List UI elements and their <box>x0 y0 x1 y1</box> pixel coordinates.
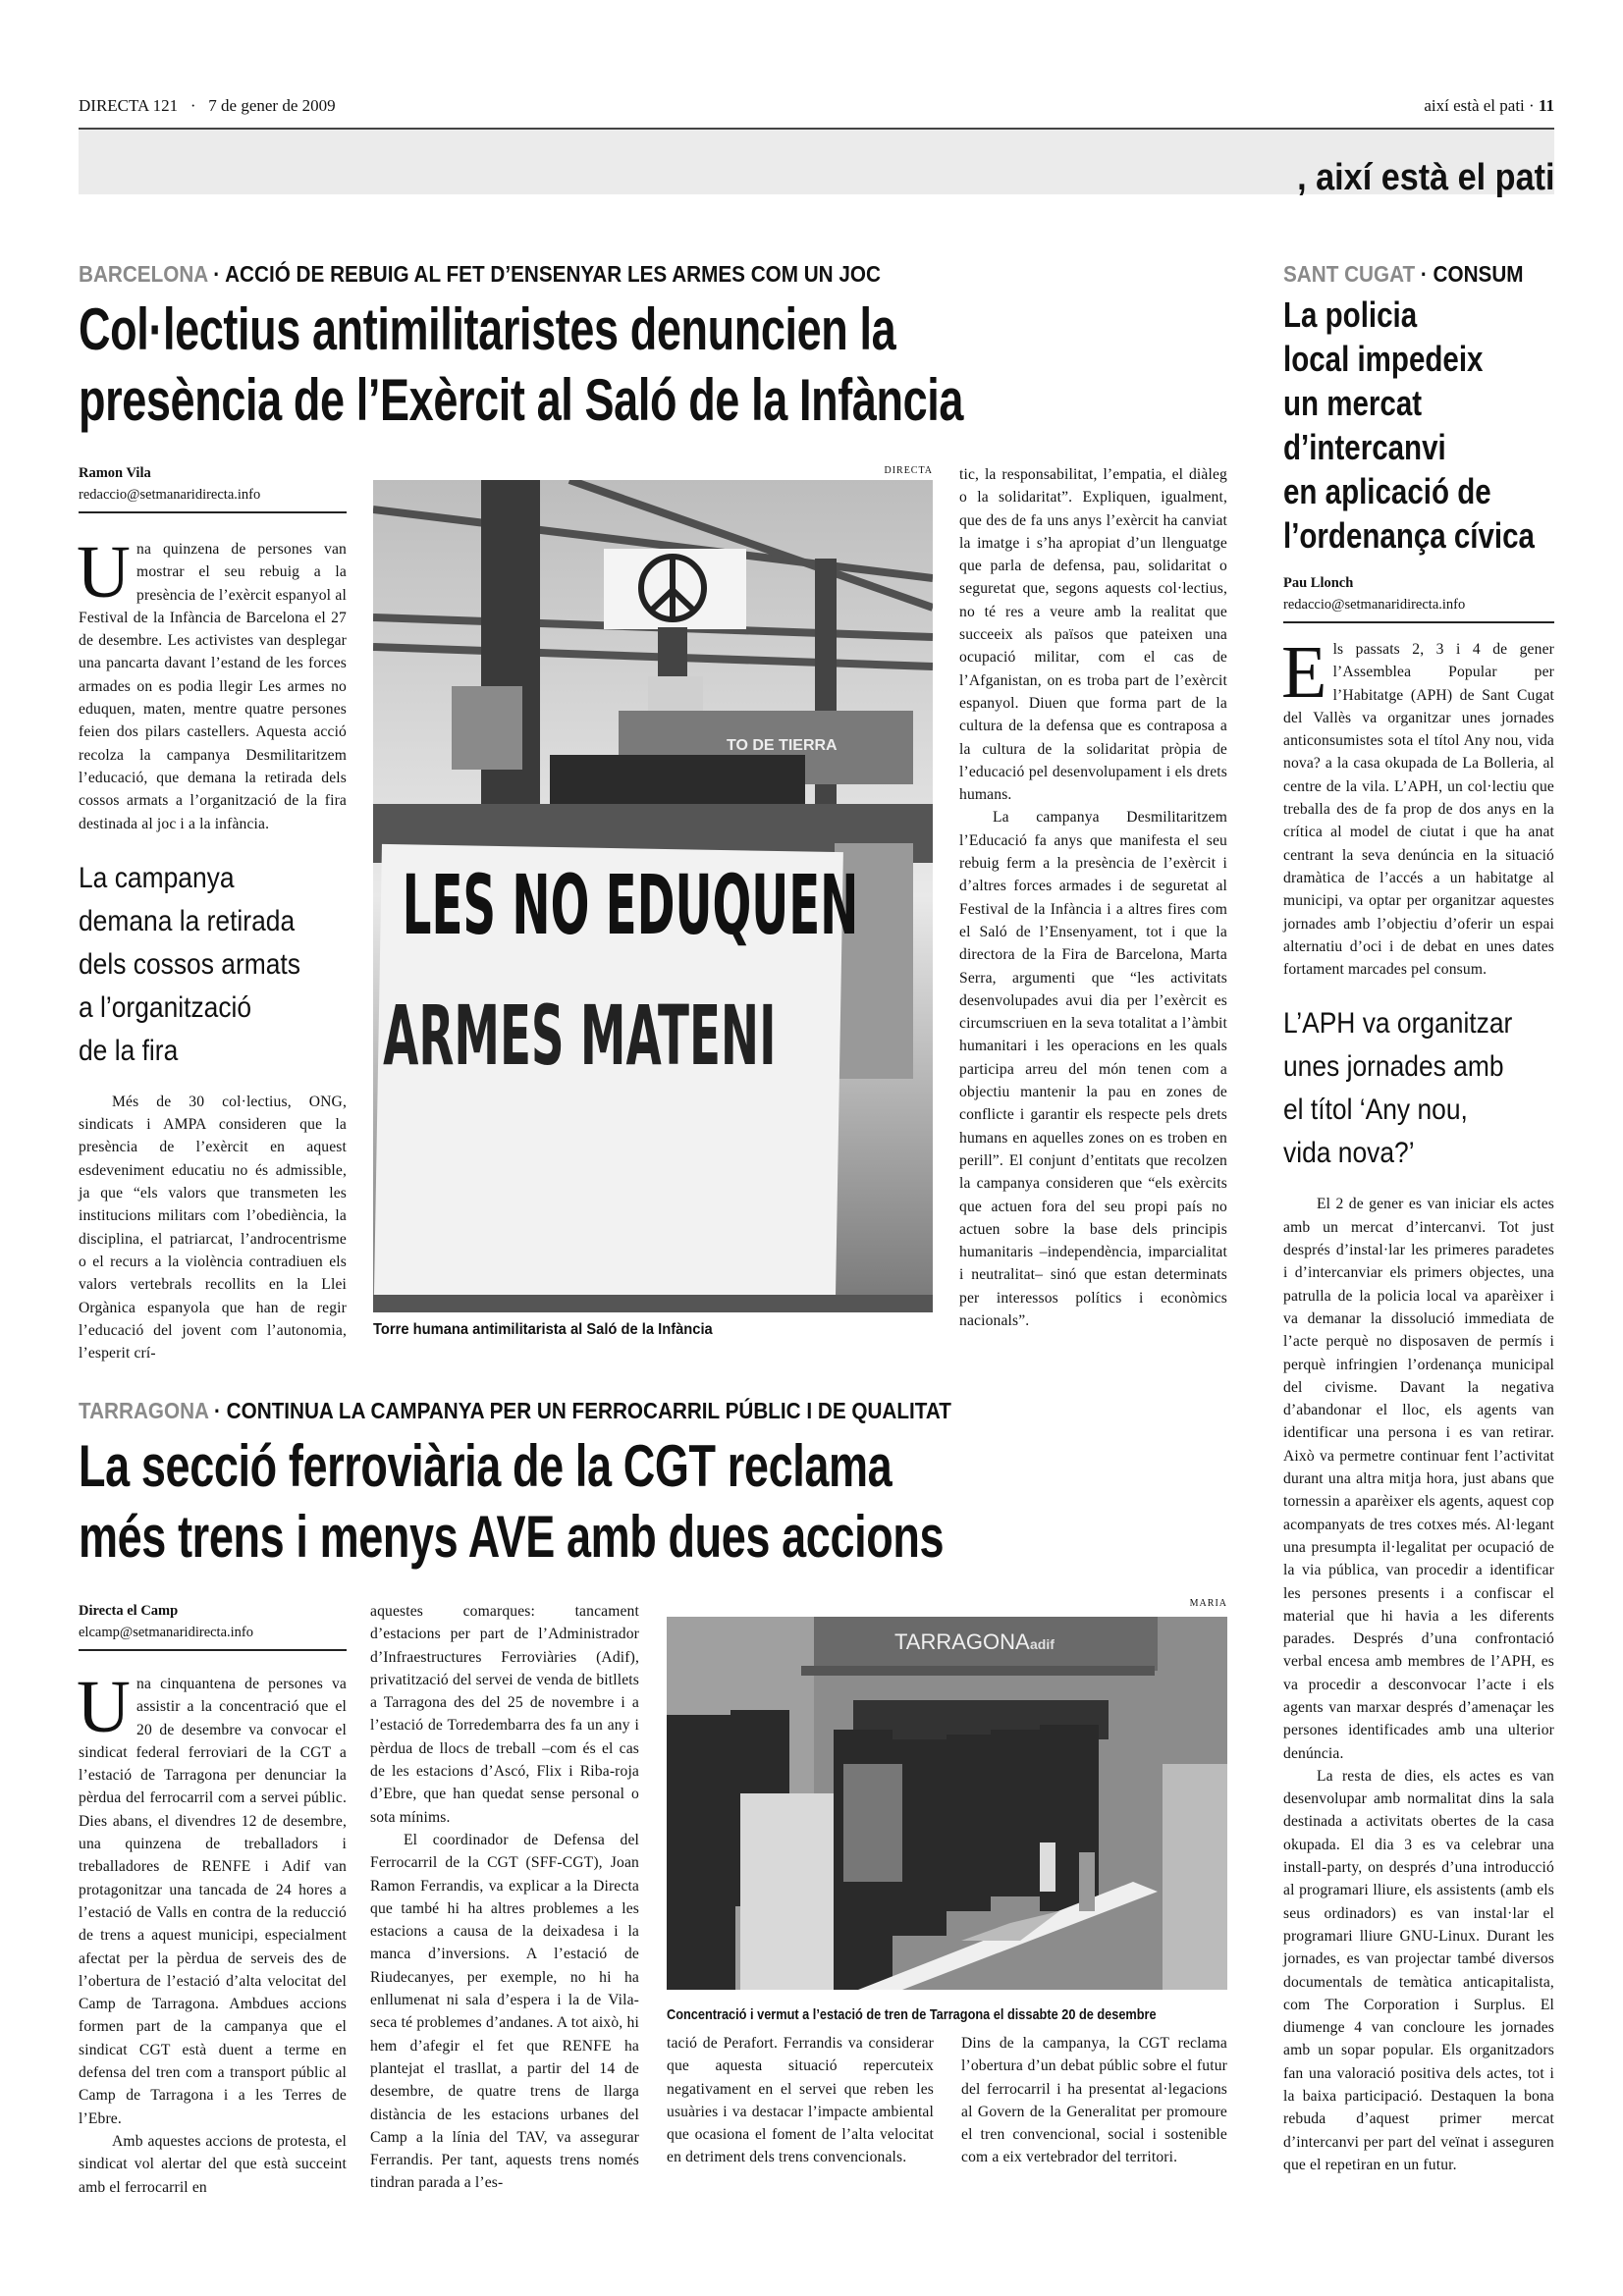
photo-caption: Concentració i vermut a l’estació de tren de Tarragona el dissabte 20 de desembre <box>667 2006 1157 2023</box>
article-column <box>77 531 347 1364</box>
station-sign-brand: adif <box>1030 1636 1055 1652</box>
photo-human-tower <box>373 480 933 1312</box>
article-column <box>370 1600 639 2195</box>
pull-quote <box>79 857 314 1073</box>
headline-line: Col·lectius antimilitaristes denuncien la <box>79 296 896 362</box>
headline-tarragona <box>79 1431 944 1573</box>
paragraph-text: na cinquantena de persones va assistir a la concentració que el 20 de desembre va convocar el sindicat federal ferroviari de la CGT a l’estació de Tarragona per denunciar la pèrdua del ferrocarril com a servei públic. Dies abans, el divendres 12 de desembre, una quinzena de treballadors i treballadores de RENFE i Adif van protagonitzar una tancada de 24 hores a l’estació de Valls en contra de la reducció de trens a aquest municipi, especialment afectat per la pèrdua de serveis des de l’obertura de l’estació d’alta velocitat del Camp de Tarragona. Ambdues accions formen part de la campanya que el sindicat CGT està duent a terme en defensa del tren com a transport públic al Camp de Tarragona i a les Terres de l’Ebre. <box>79 1676 347 2127</box>
bottle <box>1079 1852 1095 1911</box>
camo-panel <box>452 686 522 770</box>
paragraph: aquestes comarques: tancament d’estacions per part de l’Administrador d’Infraestructures Ferroviàries (Adif), privatització del servei de venda de bitllets a Tarragona des del 25 de novembre i a l’estació de Torredembarra des fa un any i pèrdua de llocs de treball –com és el cas de les estacions d’Ascó, Flix i Riba-roja d’Ebre, que han quedat sense personal o sota mínims. <box>370 1603 639 1826</box>
headline-line: en aplicació de <box>1283 471 1491 511</box>
headline-line: més trens i menys AVE amb dues accions <box>79 1504 945 1570</box>
pull-quote-line: demana la retirada <box>79 904 296 937</box>
running-header-left <box>79 96 336 116</box>
kicker-place: SANT CUGAT <box>1283 261 1416 287</box>
paragraph <box>77 531 347 835</box>
author-name: Ramon Vila <box>79 465 151 481</box>
article-column <box>959 463 1227 1332</box>
byline-barcelona <box>79 462 347 513</box>
running-header-right <box>1424 96 1554 116</box>
byline-santcugat <box>1283 572 1554 623</box>
author-name: Pau Llonch <box>1283 575 1354 591</box>
kicker-place: TARRAGONA <box>79 1398 209 1423</box>
paragraph <box>77 1666 347 2130</box>
kicker-topic: · CONSUM <box>1415 261 1524 287</box>
photo-station-rally <box>667 1617 1227 1990</box>
pull-quote-line: el títol ‘Any nou, <box>1283 1094 1468 1127</box>
drop-cap: U <box>77 531 132 614</box>
article-column <box>961 2032 1227 2169</box>
camo-banner-text: TO DE TIERRA <box>727 737 838 754</box>
section-name: així està el pati <box>1424 96 1525 115</box>
paragraph: tic, la responsabilitat, l’empatia, el diàleg o la solidaritat”. Expliquen, igualment, que des de fa uns anys l’exèrcit ha canviat la imatge i s’ha apropiat d’un llenguatge que parla de defensa, pau, solidaritat o seguretat que, segons aquests col·lectius, no té res a veure amb la realitat que succeeix als països que pateixen una ocupació militar, com el cas de l’Afganistan, on es troba part de l’exèrcit espanyol. Diuen que forma part de la cultura de la defensa que es contraposa a la cultura de la solidaritat pròpia de l’educació pel desenvolupament i els drets humans. <box>959 466 1227 804</box>
bottle <box>1040 1842 1055 1892</box>
pull-quote-line: vida nova?’ <box>1283 1137 1415 1170</box>
paragraph-text: ls passats 2, 3 i 4 de gener l’Assemblea Popular per l’Habitatge (APH) de Sant Cugat del Vallès va organitzar unes jornades anticonsumistes sota el títol Any nou, vida nova? a la casa okupada de La Bolleria, al centre de la vila. L’APH, un col·lectiu que treballa des de fa prop de dos anys en la crítica al model de ciutat i que ha anat centrant la seva denúncia en la situació dramàtica de l’accés a un habitatge al municipi, va optar per organitzar aquestes jornades amb l’objectiu d’oferir un espai alternatiu d’oci i de debat en unes dates fortament marcades pel consum. <box>1283 641 1554 979</box>
protest-banner-text: ARMES MATENI <box>383 988 777 1086</box>
pull-quote-line: a l’organització <box>79 990 252 1024</box>
paragraph-text: na quinzena de persones van mostrar el seu rebuig a la presència de l’exèrcit espanyol al Festival de la Infància de Barcelona el 27 de desembre. Les activistes van desplegar una pancarta davant l’estand de les forces armades on es podia llegir Les armes no eduquen, maten, mentre quatre persones feien dos pilars castellers. Aquesta acció recolza la campanya Desmilitaritzem l’educació, que demana la retirada dels cossos armats a l’organització de la fira destinada al joc i a la infància. <box>79 541 347 832</box>
article-column <box>77 1666 347 2199</box>
author-name: Directa el Camp <box>79 1603 179 1619</box>
kicker-topic: · ACCIÓ DE REBUIG AL FET D’ENSENYAR LES ARMES COM UN JOC <box>207 261 881 287</box>
author-email[interactable]: redaccio@setmanaridirecta.info <box>1283 597 1466 613</box>
author-email[interactable]: redaccio@setmanaridirecta.info <box>79 487 261 503</box>
kicker-tarragona <box>79 1398 951 1424</box>
paragraph: La campanya Desmilitaritzem l’Educació fa anys que manifesta el seu rebuig ferm a la presència de l’exèrcit i d’altres forces armades i de seguretat al Festival de la Infància i a altres fires com el Saló de l’Ensenyament, tot i que la directora de la Fira de Barcelona, Marta Serra, argumenti que “les activitats desenvolupades avui dia per l’exèrcit es circumscriuen en la seva totalitat a l’àmbit humanitari i les operacions en les quals participa arreu del món tenen com a objectiu mantenir la pau en zones de conflicte i garantir els respecte pels drets humans en aquelles zones on es troben en perill”. El conjunt d’entitats que recolzen la campanya consideren que “els exèrcits que actuen fora del seu propi país no actuen sobre la base dels principis humanitaris –independència, imparcialitat i neutralitat– sinó que estan determinats per interessos polítics i econòmics nacionals”. <box>959 809 1227 1329</box>
section-title: , així està el pati <box>1296 157 1554 198</box>
pull-quote-line: La campanya <box>79 861 235 894</box>
kicker-place: BARCELONA <box>79 261 208 287</box>
issue-date: 7 de gener de 2009 <box>208 96 336 115</box>
photo-credit: DIRECTA <box>884 465 933 476</box>
paragraph <box>1281 631 1554 981</box>
drop-cap: E <box>1281 631 1327 714</box>
station-sign-text: TARRAGONA <box>894 1629 1030 1654</box>
photo-illustration <box>667 1617 1227 1990</box>
headline-line: un mercat <box>1283 383 1423 423</box>
protest-banner-text: LES NO EDUQUEN <box>402 858 859 955</box>
publication-issue: DIRECTA 121 <box>79 96 179 115</box>
photo-caption: Torre humana antimilitarista al Saló de la Infància <box>373 1321 713 1338</box>
paragraph: Més de 30 col·lectius, ONG, sindicats i AMPA consideren que la presència de l’exèrcit en aquest esdeveniment educatiu no és admissible, ja que “els valors que transmeten les institucions militars com l’obediència, la disciplina, el patriarcat, l’androcentrisme o el recurs a la violència contradiuen els valors vertebrals recollits en la Llei Orgànica espanyola que han de regir l’educació del jovent com l’autonomia, l’esperit crí- <box>79 1093 347 1362</box>
page-number: 11 <box>1538 96 1554 115</box>
photo-illustration <box>373 480 933 1312</box>
separator: · <box>1529 96 1535 115</box>
pull-quote-line: L’APH va organitzar <box>1283 1007 1513 1041</box>
headline-line: La secció ferroviària de la CGT reclama <box>79 1433 893 1499</box>
person-right <box>1163 1764 1227 1990</box>
photo-credit: MARIA <box>1189 1598 1227 1609</box>
kicker-barcelona <box>79 261 881 288</box>
headline-barcelona <box>79 294 963 436</box>
byline-tarragona <box>79 1600 347 1651</box>
pull-quote-line: unes jornades amb <box>1283 1050 1504 1084</box>
pull-quote-line: dels cossos armats <box>79 947 300 981</box>
headline-line: local impedeix <box>1283 339 1484 379</box>
kicker-topic: · CONTINUA LA CAMPANYA PER UN FERROCARRIL PÚBLIC I DE QUALITAT <box>208 1398 951 1423</box>
headline-line: presència de l’Exèrcit al Saló de la Infància <box>79 367 964 433</box>
headline-line: d’intercanvi <box>1283 427 1446 467</box>
pull-quote-line: de la fira <box>79 1034 179 1067</box>
paragraph: Amb aquestes accions de protesta, el sindicat vol alertar del que està succeint amb el ferrocarril en <box>79 2132 347 2196</box>
paragraph: Dins de la campanya, la CGT reclama l’obertura d’un debat públic sobre el futur del ferrocarril i ha presentat al·legacions al Govern de la Generalitat per promoure el tren convencional, social i sostenible com a eix vertebrador del territori. <box>961 2035 1227 2166</box>
headline-line: La policia <box>1283 294 1418 335</box>
headline-santcugat <box>1283 293 1535 558</box>
floor <box>373 1295 933 1312</box>
separator: · <box>189 96 196 115</box>
person-jacket <box>843 1764 902 1882</box>
paragraph: El 2 de gener es van iniciar els actes amb un mercat d’intercanvi. Tot just després d’instal·lar les primeres paradetes i d’intercanviar els primers objectes, una patrulla de la policia local va aparèixer i va demanar la dissolució immediata de l’acte perquè no disposaven de permís i perquè infringien l’ordenança municipal del civisme. Davant la negativa d’abandonar el lloc, els agents van identificar una persona i es van retirar. Això va permetre continuar fent l’activitat durant una altra mitja hora, just abans que tornessin a aparèixer els agents, aquest cop acompanyats de tres cotxes més. Al·legant una presumpta il·legalitat per ocupació de la via pública, van procedir a identificar les persones presents i a confiscar el material que hi havia a les diferents parades. Després d’una confrontació verbal encesa amb membres de l’APH, es va procedir a desconvocar l’acte i els agents van marxar després d’amenaçar les persones identificades amb una ulterior denúncia. <box>1283 1196 1554 1762</box>
person-white-jacket <box>740 1793 834 1990</box>
article-column <box>1281 631 1554 2176</box>
canopy <box>801 1666 1155 1676</box>
paragraph: tació de Perafort. Ferrandis va considerar que aquesta situació repercuteix negativament en el servei que reben les usuàries i va destacar l’impacte ambiental que ocasiona el foment de l’alta velocitat en detriment dels trens convencionals. <box>667 2035 934 2166</box>
paragraph: La resta de dies, els actes es van desenvolupar amb normalitat dins la sala destinada a activitats obertes de la casa okupada. El dia 3 es va celebrar una install-party, on després d’una introducció al programari lliure, els assistents (amb els seus ordinadors) es van instal·lar el programari lliure GNU-Linux. Durant les jornades, es van projectar també diversos documentals de temàtica anticapitalista, com The Corporation i Surplus. El diumenge 4 van concloure les jornades amb un sopar popular. Els organitzadors fan una valoració positiva dels actes, tot i la baixa participació. Destaquen la bona rebuda d’aquest primer mercat d’intercanvi per part del veïnat i asseguren que el repetiran en un futur. <box>1283 1767 1554 2173</box>
drop-cap: U <box>77 1666 132 1748</box>
paragraph: El coordinador de Defensa del Ferrocarril de la CGT (SFF-CGT), Joan Ramon Ferrandis, va explicar a la Directa que també hi ha altres problemes a les estacions a causa de la deixadesa i la manca d’inversions. A l’estació de Riudecanyes, per exemple, no hi ha enllumenat ni sala d’espera i la de Vila-seca té problemes d’andanes. A tot això, hi hem d’afegir el fet que RENFE ha plantejat el trasllat, a partir del 14 de desembre, de quatre trens de llarga distància de les estacions urbanes del Camp a la línia del TAV, va assegurar Ferrandis. Per tant, aquests trens només tindran parada a l’es- <box>370 1831 639 2192</box>
author-email[interactable]: elcamp@setmanaridirecta.info <box>79 1625 254 1640</box>
headline-line: l’ordenança cívica <box>1283 515 1535 556</box>
kicker-santcugat <box>1283 261 1524 288</box>
pull-quote <box>1283 1002 1522 1175</box>
article-column <box>667 2032 934 2169</box>
